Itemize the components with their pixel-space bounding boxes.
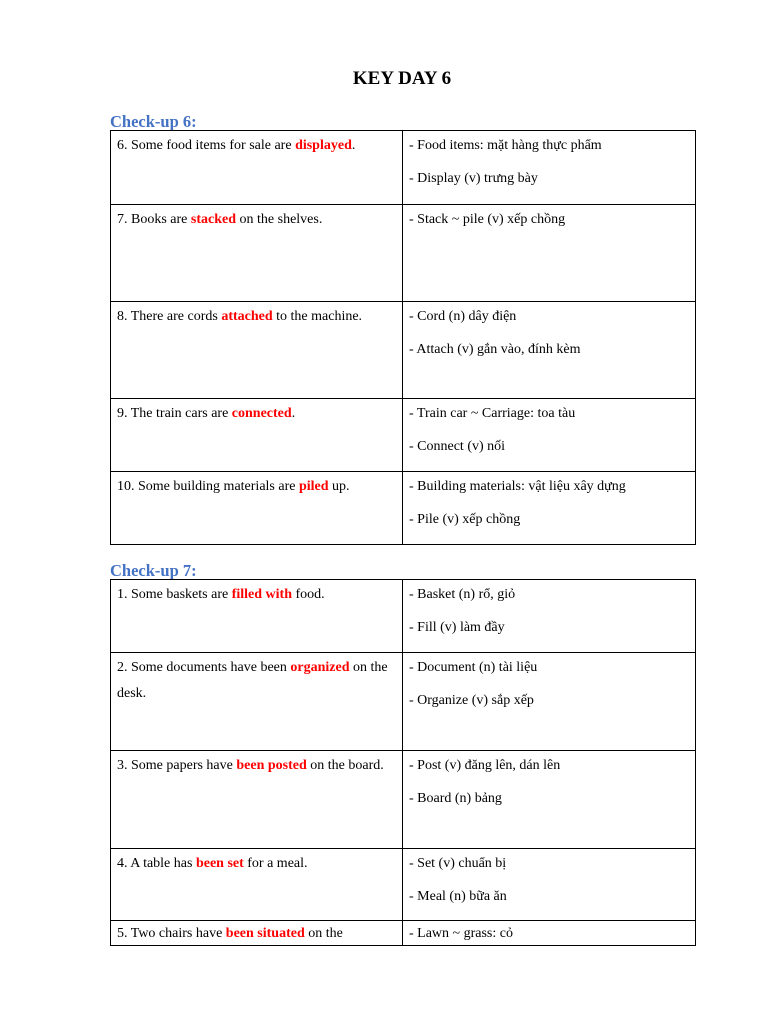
question-cell (111, 302, 403, 399)
vocab-cell (403, 849, 696, 921)
table-row (111, 302, 696, 399)
vocab-item: - Board (n) bảng (409, 791, 502, 806)
question-text: for a meal. (243, 856, 308, 871)
vocab-cell (403, 921, 696, 946)
vocab-cell (403, 472, 696, 545)
answer-highlight: stacked (190, 212, 237, 227)
question-cell (111, 921, 403, 946)
vocab-item: - Set (v) chuẩn bị (409, 856, 507, 871)
vocab-item: - Building materials: vật liệu xây dựng (409, 479, 626, 494)
question-text: 9. The train cars are (117, 406, 232, 421)
vocab-cell (403, 399, 696, 472)
vocab-cell (403, 131, 696, 205)
vocab-cell (403, 205, 696, 302)
question-text: on the shelves. (236, 212, 323, 227)
vocab-item: - Document (n) tài liệu (409, 660, 538, 675)
question-text: 8. There are cords (117, 309, 222, 324)
question-cell (111, 653, 403, 751)
vocab-item: - Organize (v) sắp xếp (409, 693, 534, 708)
vocab-item: - Pile (v) xếp chồng (409, 512, 521, 527)
vocab-cell (403, 302, 696, 399)
section-heading-checkup-7: Check-up 7: (110, 561, 197, 580)
vocab-item: - Basket (n) rổ, giỏ (409, 587, 516, 602)
question-cell (111, 580, 403, 653)
vocab-item: - Lawn ~ grass: cỏ (409, 926, 513, 941)
question-text: to the machine. (272, 309, 363, 324)
question-text: on the board. (306, 758, 384, 773)
vocab-item: - Connect (v) nối (409, 439, 506, 454)
vocab-item: - Food items: mặt hàng thực phẩm (409, 138, 602, 153)
table-row (111, 580, 696, 653)
question-cell (111, 472, 403, 545)
vocab-item: - Stack ~ pile (v) xếp chồng (409, 212, 566, 227)
page-title: KEY DAY 6 (352, 68, 452, 89)
answer-highlight: attached (221, 309, 273, 324)
question-text: 2. Some documents have been (117, 660, 291, 675)
question-text: on the (304, 926, 343, 941)
question-text: food. (291, 587, 325, 602)
question-cell (111, 131, 403, 205)
answer-highlight: filled with (231, 587, 292, 602)
question-text: 3. Some papers have (117, 758, 237, 773)
vocab-item: - Display (v) trưng bày (409, 171, 538, 186)
question-text: 10. Some building materials are (117, 479, 299, 494)
table-row (111, 921, 696, 946)
vocab-cell (403, 653, 696, 751)
question-cell (111, 399, 403, 472)
answer-highlight: organized (290, 660, 350, 675)
table-row (111, 751, 696, 849)
vocab-item: - Fill (v) làm đầy (409, 620, 505, 635)
vocab-item: - Cord (n) dây điện (409, 309, 517, 324)
section-heading-checkup-6: Check-up 6: (110, 112, 197, 131)
answer-highlight: connected (231, 406, 292, 421)
vocab-item: - Post (v) đăng lên, dán lên (409, 758, 561, 773)
vocab-item: - Attach (v) gắn vào, đính kèm (409, 342, 581, 357)
question-text: . (291, 406, 296, 421)
table-row (111, 653, 696, 751)
answer-highlight: been situated (225, 926, 305, 941)
question-cell (111, 849, 403, 921)
answer-highlight: been posted (236, 758, 307, 773)
answer-table-checkup-7 (110, 579, 696, 946)
question-cell (111, 205, 403, 302)
question-text: 4. A table has (117, 856, 196, 871)
answer-highlight: displayed (295, 138, 352, 153)
question-text: on the desk. (117, 660, 388, 701)
vocab-item: - Train car ~ Carriage: toa tàu (409, 406, 576, 421)
table-row (111, 472, 696, 545)
vocab-item: - Meal (n) bữa ăn (409, 889, 507, 904)
answer-highlight: been set (195, 856, 244, 871)
vocab-cell (403, 580, 696, 653)
table-row (111, 399, 696, 472)
answer-highlight: piled (298, 479, 329, 494)
question-text: 7. Books are (117, 212, 191, 227)
table-row (111, 849, 696, 921)
question-cell (111, 751, 403, 849)
table-row (111, 131, 696, 205)
question-text: . (351, 138, 356, 153)
question-text: 5. Two chairs have (117, 926, 226, 941)
question-text: 1. Some baskets are (117, 587, 232, 602)
vocab-cell (403, 751, 696, 849)
table-row (111, 205, 696, 302)
answer-table-checkup-6 (110, 130, 696, 545)
question-text: 6. Some food items for sale are (117, 138, 296, 153)
question-text: up. (328, 479, 350, 494)
